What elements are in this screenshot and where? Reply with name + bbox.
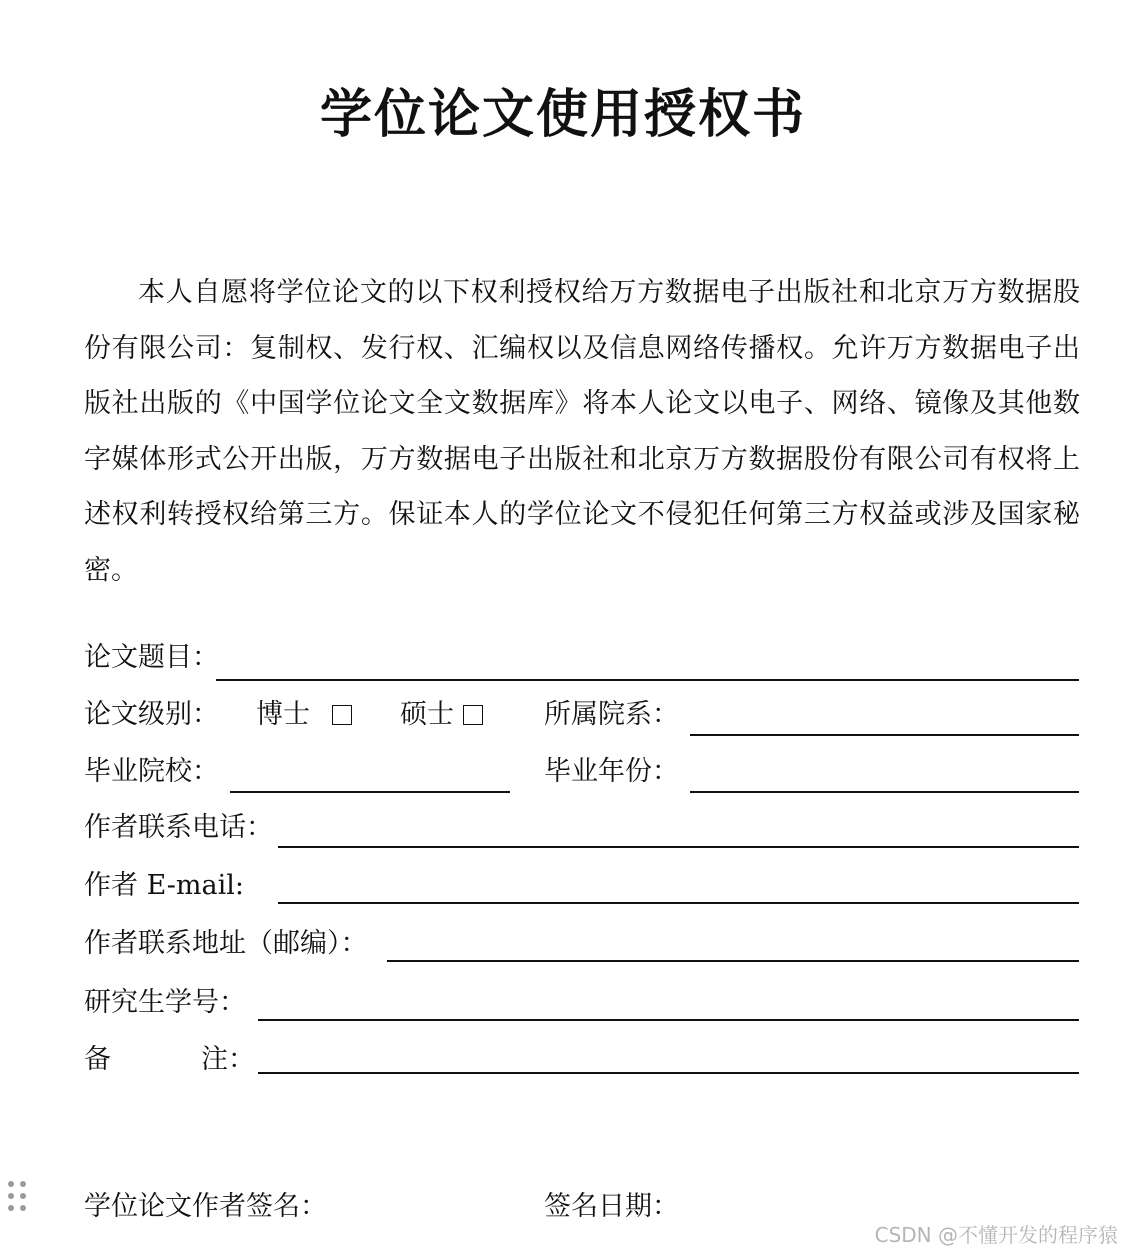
page-title: 学位论文使用授权书 [319,84,806,145]
student-id-field[interactable] [258,1019,1079,1021]
remarks-label-right: 注： [201,1044,255,1075]
doctor-option-label: 博士 [256,699,310,730]
thesis-title-label: 论文题目： [84,642,219,673]
master-option-label: 硕士 [400,699,454,730]
graduation-year-field[interactable] [690,791,1079,793]
thesis-title-field[interactable] [216,679,1079,681]
signature-label: 学位论文作者签名： [84,1191,327,1222]
thesis-level-label: 论文级别： [84,699,219,730]
remarks-label-left: 备 [84,1044,111,1075]
university-field[interactable] [230,791,510,793]
student-id-label: 研究生学号： [84,987,246,1018]
master-checkbox[interactable] [463,705,483,725]
email-label: 作者 E-mail: [84,870,244,901]
department-field[interactable] [690,734,1079,736]
graduation-year-label: 毕业年份： [544,756,679,787]
doctor-checkbox[interactable] [332,705,352,725]
drag-handle-icon[interactable] [8,1181,28,1215]
authorization-statement: 本人自愿将学位论文的以下权利授权给万方数据电子出版社和北京万方数据股份有限公司：复制权、发行权、汇编权以及信息网络传播权。允许万方数据电子出版社出版的《中国学位论文全文数据库》将本人论文以电子、网络、镜像及其他数字媒体形式公开出版，万方数据电子出版社和北京万方数据股份有限公司有权将上述权利转授权给第三方。保证本人的学位论文不侵犯任何第三方权益或涉及国家秘密。 [84,277,1080,586]
signature-date-label: 签名日期： [544,1191,679,1222]
phone-field[interactable] [278,846,1079,848]
csdn-watermark: CSDN @不懂开发的程序猿 [874,1223,1118,1247]
university-label: 毕业院校： [84,756,219,787]
remarks-field[interactable] [258,1072,1079,1074]
email-field[interactable] [278,902,1079,904]
phone-label: 作者联系电话： [84,812,273,843]
address-label: 作者联系地址（邮编）： [84,928,368,959]
address-field[interactable] [387,960,1079,962]
department-label: 所属院系： [544,699,679,730]
